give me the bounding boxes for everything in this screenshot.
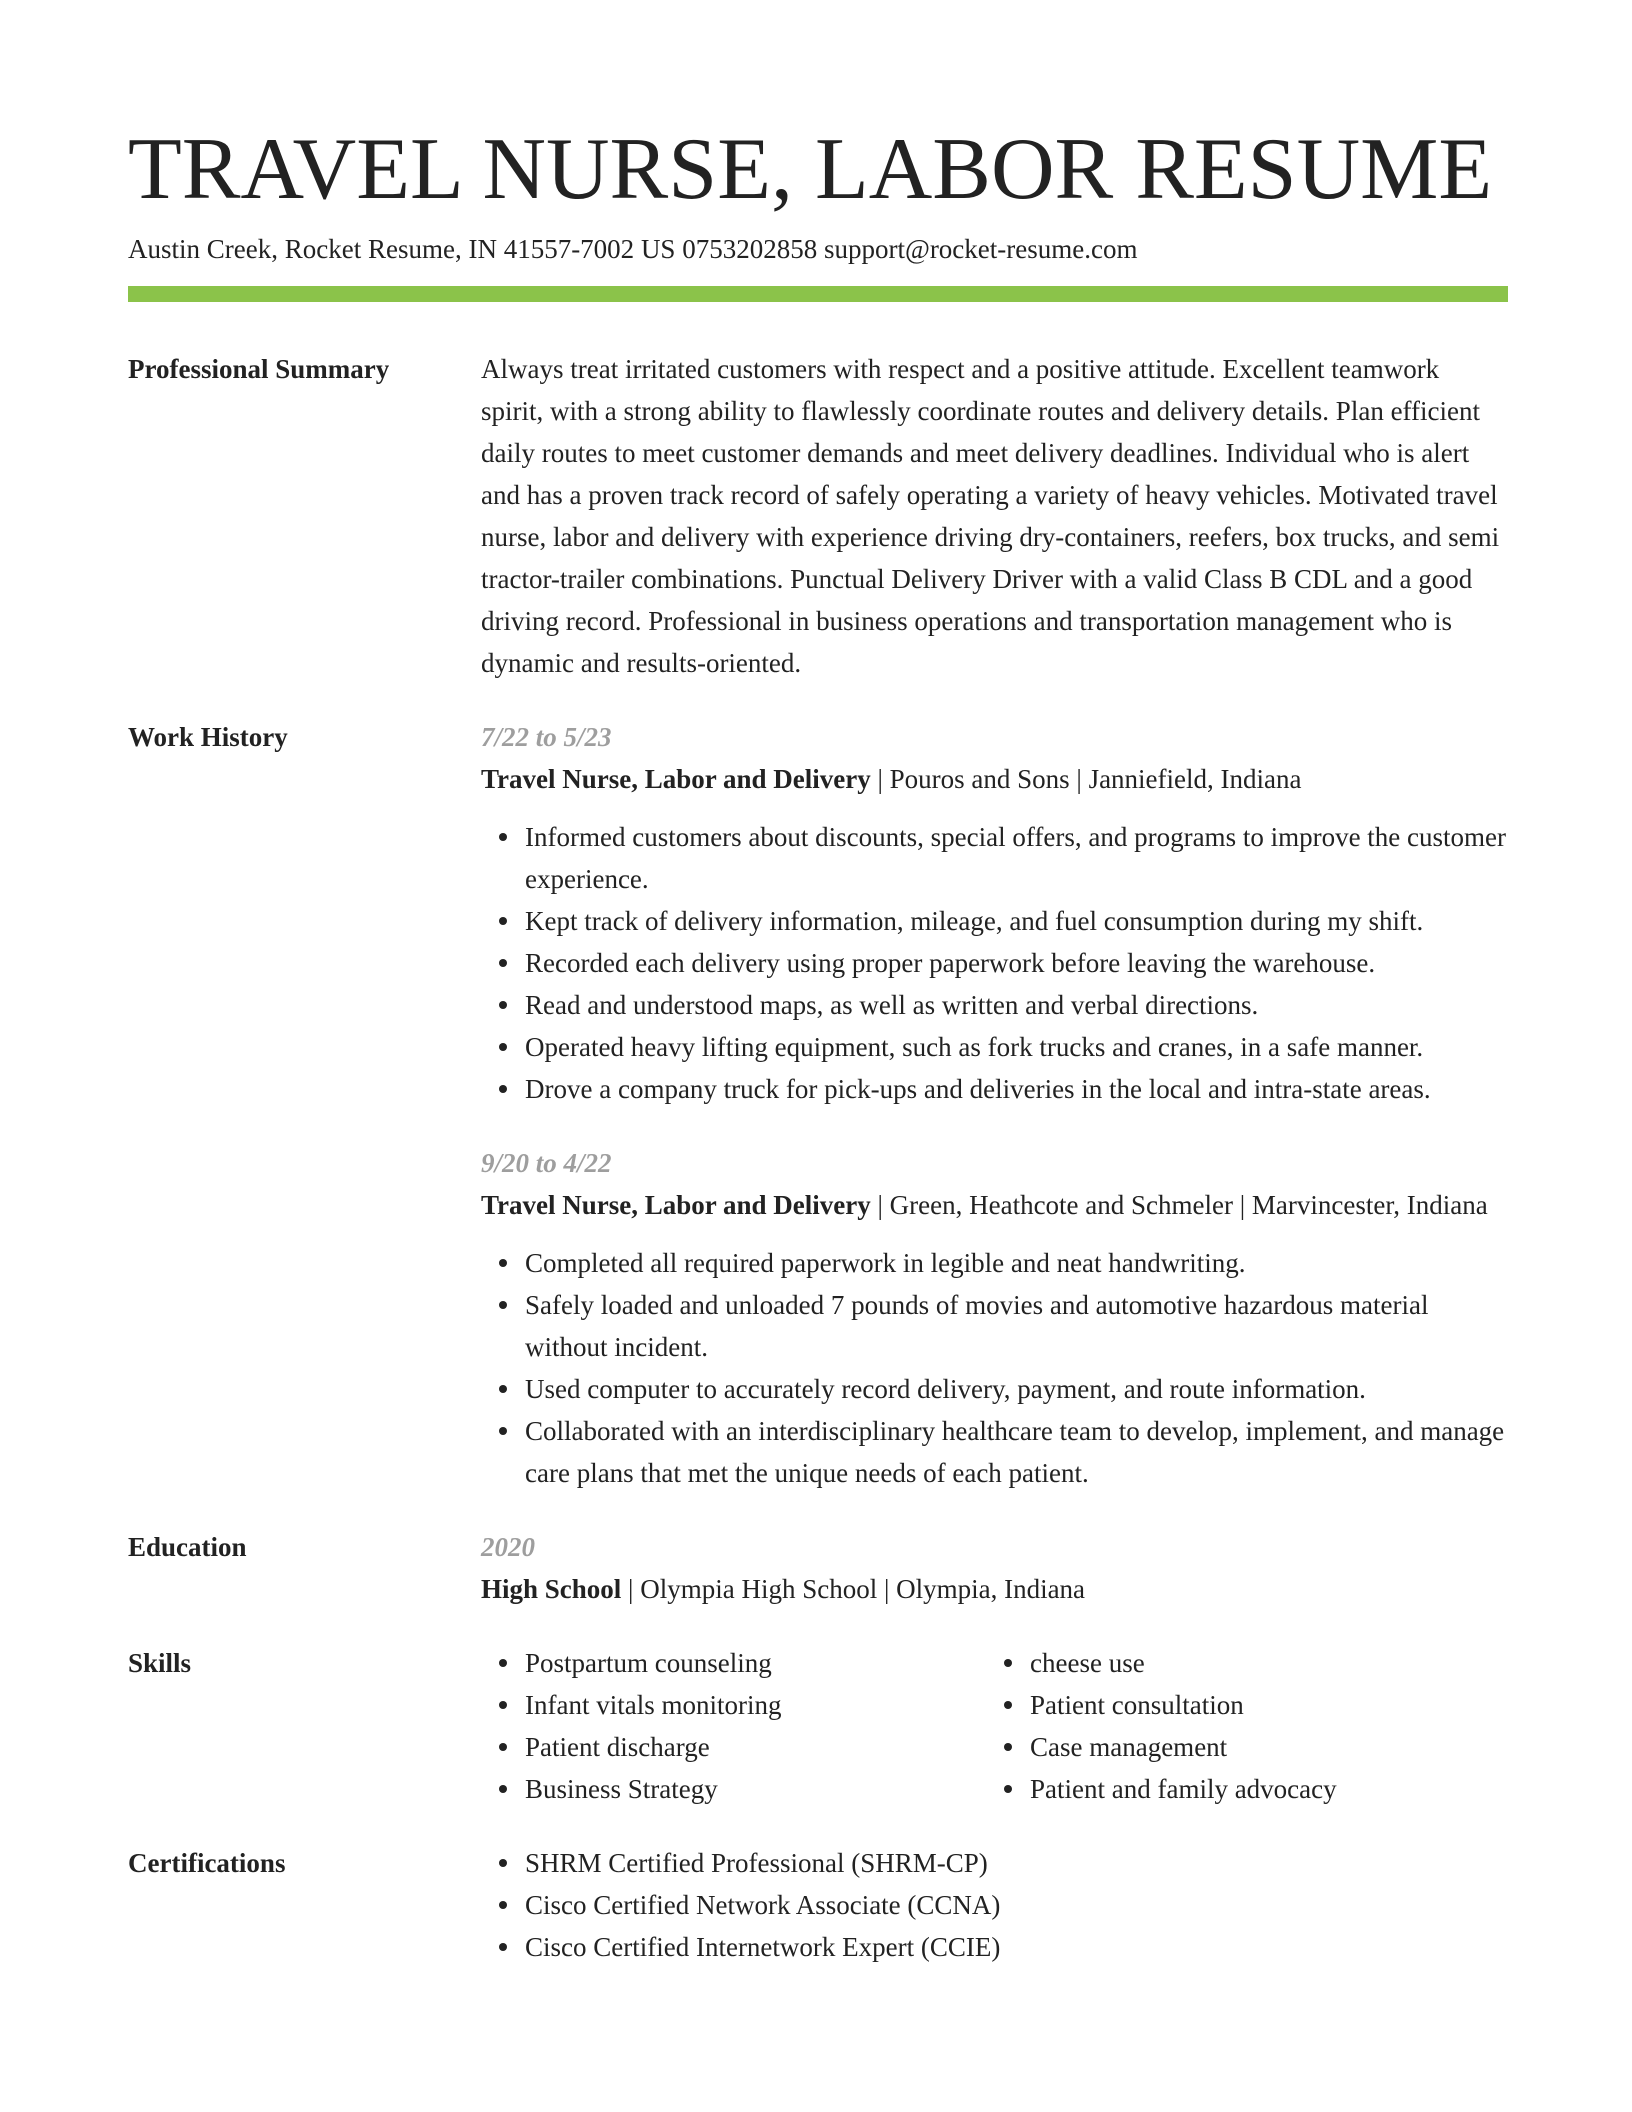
summary-body: [481, 348, 1508, 684]
job-employer-location: | Green, Heathcote and Schmeler | Marvincester, Indiana: [870, 1190, 1488, 1220]
education-degree: High School: [481, 1574, 622, 1604]
skills-column-right: [986, 1642, 1491, 1810]
skills-column-left: [481, 1642, 986, 1810]
skill-item: Case management: [1030, 1726, 1491, 1768]
contact-company: Rocket Resume,: [284, 234, 462, 264]
certification-item: SHRM Certified Professional (SHRM-CP): [525, 1842, 1508, 1884]
summary-section: [128, 348, 1508, 684]
contact-name: Austin Creek,: [128, 234, 278, 264]
job-entry: [481, 716, 1508, 1110]
education-school-location: | Olympia High School | Olympia, Indiana: [621, 1574, 1086, 1604]
job-bullets: [481, 1242, 1508, 1494]
contact-email: support@rocket-resume.com: [823, 234, 1138, 264]
certifications-list: [481, 1842, 1508, 1968]
skills-section: [128, 1642, 1508, 1810]
work-body: [481, 716, 1508, 1494]
resume-page: [128, 0, 1508, 1968]
header-divider: [128, 286, 1508, 302]
contact-country: US: [640, 234, 676, 264]
skill-item: Patient and family advocacy: [1030, 1768, 1491, 1810]
job-dates: 7/22 to 5/23: [481, 722, 612, 752]
contact-state-zip: IN 41557-7002: [468, 234, 635, 264]
certifications-body: [481, 1842, 1508, 1968]
skill-item: cheese use: [1030, 1642, 1491, 1684]
work-section: [128, 716, 1508, 1494]
job-bullet: Completed all required paperwork in legible and neat handwriting.: [525, 1242, 1508, 1284]
job-bullet: Kept track of delivery information, mileage, and fuel consumption during my shift.: [525, 900, 1508, 942]
summary-heading: Professional Summary: [128, 354, 390, 384]
job-bullet: Safely loaded and unloaded 7 pounds of movies and automotive hazardous material without incident.: [525, 1284, 1508, 1368]
skill-item: Business Strategy: [525, 1768, 986, 1810]
job-role: Travel Nurse, Labor and Delivery: [481, 1190, 871, 1220]
certification-item: Cisco Certified Internetwork Expert (CCIE): [525, 1926, 1508, 1968]
job-title-line: [481, 758, 1508, 800]
job-bullet: Collaborated with an interdisciplinary healthcare team to develop, implement, and manage care plans that met the unique needs of each patient.: [525, 1410, 1508, 1494]
job-bullet: Informed customers about discounts, special offers, and programs to improve the customer experience.: [525, 816, 1508, 900]
skills-body: [481, 1642, 1508, 1810]
job-title-line: [481, 1184, 1508, 1226]
education-year: 2020: [481, 1532, 535, 1562]
job-bullets: [481, 816, 1508, 1110]
skills-grid: [481, 1642, 1508, 1810]
contact-line: [128, 232, 1508, 266]
job-employer-location: | Pouros and Sons | Janniefield, Indiana: [870, 764, 1302, 794]
skills-heading: Skills: [128, 1648, 192, 1678]
skill-item: Patient consultation: [1030, 1684, 1491, 1726]
education-body: [481, 1526, 1508, 1610]
certifications-section: [128, 1842, 1508, 1968]
job-bullet: Operated heavy lifting equipment, such as fork trucks and cranes, in a safe manner.: [525, 1026, 1508, 1068]
certification-item: Cisco Certified Network Associate (CCNA): [525, 1884, 1508, 1926]
certifications-heading: Certifications: [128, 1848, 286, 1878]
job-bullet: Drove a company truck for pick-ups and deliveries in the local and intra-state areas.: [525, 1068, 1508, 1110]
contact-phone: 0753202858: [682, 234, 818, 264]
job-bullet: Recorded each delivery using proper paperwork before leaving the warehouse.: [525, 942, 1508, 984]
job-role: Travel Nurse, Labor and Delivery: [481, 764, 871, 794]
skill-item: Postpartum counseling: [525, 1642, 986, 1684]
job-bullet: Used computer to accurately record delivery, payment, and route information.: [525, 1368, 1508, 1410]
education-line: [481, 1568, 1508, 1610]
skill-item: Infant vitals monitoring: [525, 1684, 986, 1726]
education-heading: Education: [128, 1532, 247, 1562]
resume-title: TRAVEL NURSE, LABOR RESUME: [128, 121, 1493, 218]
job-bullet: Read and understood maps, as well as written and verbal directions.: [525, 984, 1508, 1026]
skill-item: Patient discharge: [525, 1726, 986, 1768]
job-dates: 9/20 to 4/22: [481, 1148, 612, 1178]
summary-text: Always treat irritated customers with respect and a positive attitude. Excellent teamwork spirit, with a strong ability to flawlessly coordinate routes and delivery details. Plan efficient daily routes to meet customer demands and meet delivery deadlines. Individual who is alert and has a proven track record of safely operating a variety of heavy vehicles. Motivated travel nurse, labor and delivery with experience driving dry-containers, reefers, box trucks, and semi tractor-trailer combinations. Punctual Delivery Driver with a valid Class B CDL and a good driving record. Professional in business operations and transportation management who is dynamic and results-oriented.: [481, 354, 1500, 678]
work-heading: Work History: [128, 722, 288, 752]
education-section: [128, 1526, 1508, 1610]
job-entry: [481, 1142, 1508, 1494]
